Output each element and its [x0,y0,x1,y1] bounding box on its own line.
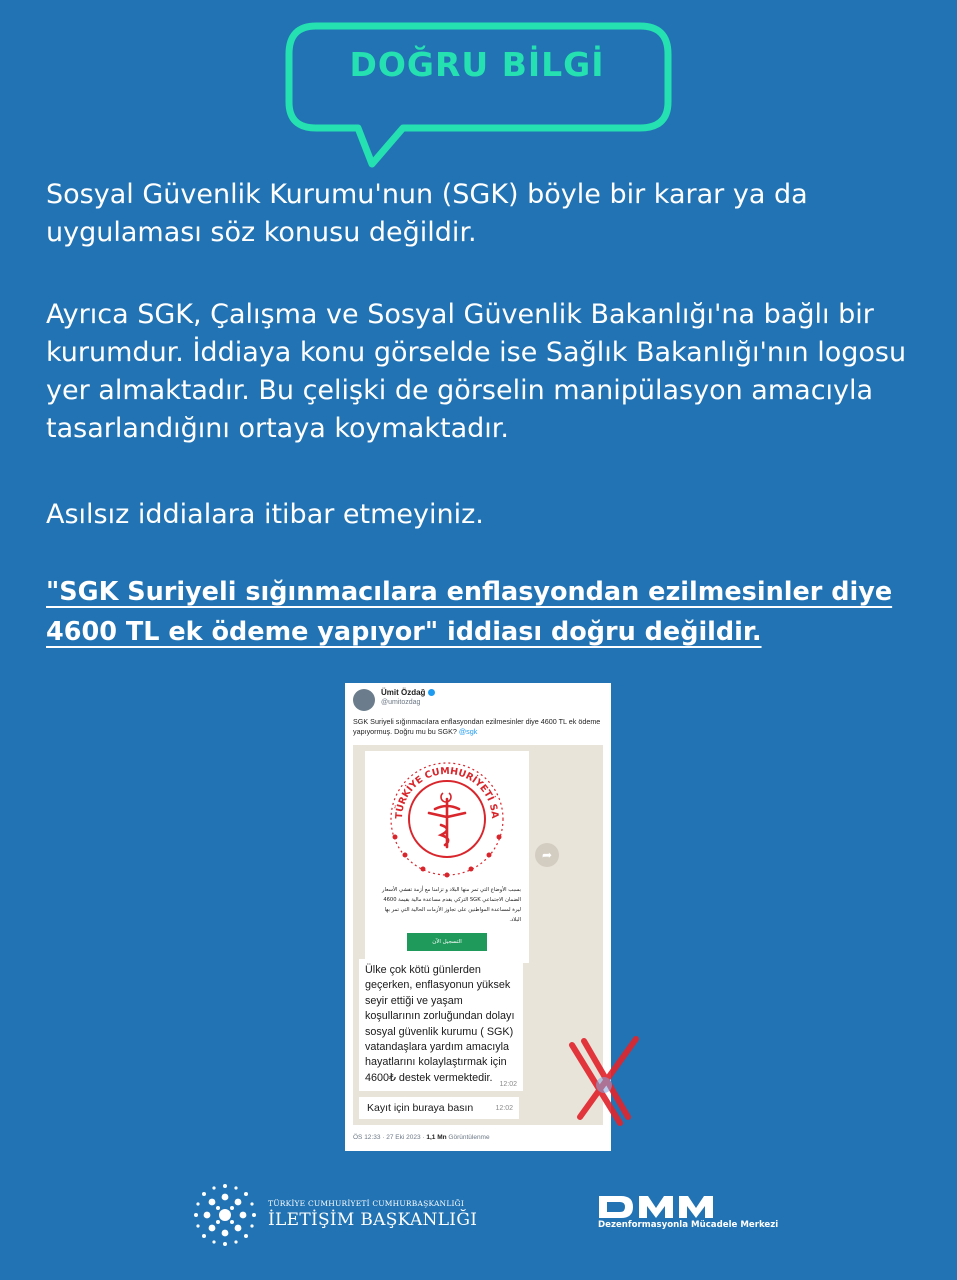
seal-text: TÜRKİYE CUMHURİYETİ SA [393,765,501,820]
avatar [353,689,375,711]
chat-message-register [359,1097,519,1119]
arabic-ad-text: بسبب الأوضاع التي تمر منها البلاد و تزامنا مع أزمة تفشي الأسعار الضمان الاجتماعي SGK التركي يقدم مساعدة مالية بقيمة 4600 ليرة لمساعدة المواطنين على تجاوز الأزمات الحالية التي تمر بها البلاد. [382,887,521,923]
chat-message-text: Ülke çok kötü günlerden geçerken, enflasyonun yüksek seyir ettiği ve yaşam koşullarının zorluğundan dolayı sosyal güvenlik kurumu ( SGK) vatandaşlara yardım amacıyla hayatlarını kolaylaştırmak için 4600₺ destek vermektedir. [365,964,515,1084]
share-icon: ➦ [535,843,559,867]
iletisim-title: İLETİŞİM BAŞKANLIĞI [268,1210,478,1230]
chat-message-time: 12:02 [499,1081,517,1088]
paragraph-ministry-explanation: Ayrıca SGK, Çalışma ve Sosyal Güvenlik Bakanlığı'na bağlı bir kurumdur. İddiaya konu görselde ise Sağlık Bakanlığı'nın logosu yer almaktadır. Bu çelişki de görselin manipülasyon amacıyla tasarlandığını ortaya koymaktadır. [46,299,907,444]
red-x-icon [558,1031,648,1131]
paragraph-sgk-statement: Sosyal Güvenlik Kurumu'nun (SGK) böyle bir karar ya da uygulaması söz konusu değildir. [46,179,808,248]
chat-message [359,959,523,1091]
fake-ad-image [365,751,529,963]
tweet-author [381,688,435,697]
dmm-subtitle: Dezenformasyonla Mücadele Merkezi [598,1220,779,1230]
whatsapp-chat [353,745,603,1125]
tweet-views: 1,1 Mn [426,1134,447,1141]
tweet-screenshot [345,683,611,1151]
badge-label: DOĞRU BİLGİ [349,45,605,84]
iletisim-logo [193,1183,493,1247]
tweet-meta [353,1134,490,1141]
chat-message-register-text: Kayıt için buraya basın [367,1102,474,1114]
tweet-timestamp: ÖS 12:33 · 27 Eki 2023 · [353,1134,427,1141]
verified-badge-icon [428,689,435,696]
tweet-author-name: Ümit Özdağ [381,688,426,697]
dogru-bilgi-badge [0,0,957,175]
tweet-views-label: Görüntülenme [446,1134,490,1141]
iletisim-star-emblem [193,1183,257,1247]
tweet-mention: @sgk [458,727,478,736]
claim-headline: "SGK Suriyeli sığınmacılara enflasyondan ezilmesinler diye 4600 TL ek ödeme yapıyor" iddiası doğru değildir. [46,577,893,647]
tweet-body: SGK Suriyeli sığınmacılara enflasyondan ezilmesinler diye 4600 TL ek ödeme yapıyormuş. Doğru mu bu SGK? [353,717,601,736]
health-ministry-seal-icon [365,751,529,885]
tweet-text [353,717,603,737]
dmm-logo [599,1194,737,1220]
paragraph-warning: Asılsız iddialara itibar etmeyiniz. [46,499,484,530]
arabic-register-button: التسجيل الآن [407,933,487,951]
iletisim-subtitle: TÜRKİYE CUMHURİYETİ CUMHURBAŞKANLIĞI [268,1199,465,1208]
chat-message-register-time: 12:02 [495,1105,513,1112]
tweet-handle: @umitozdag [381,699,421,706]
